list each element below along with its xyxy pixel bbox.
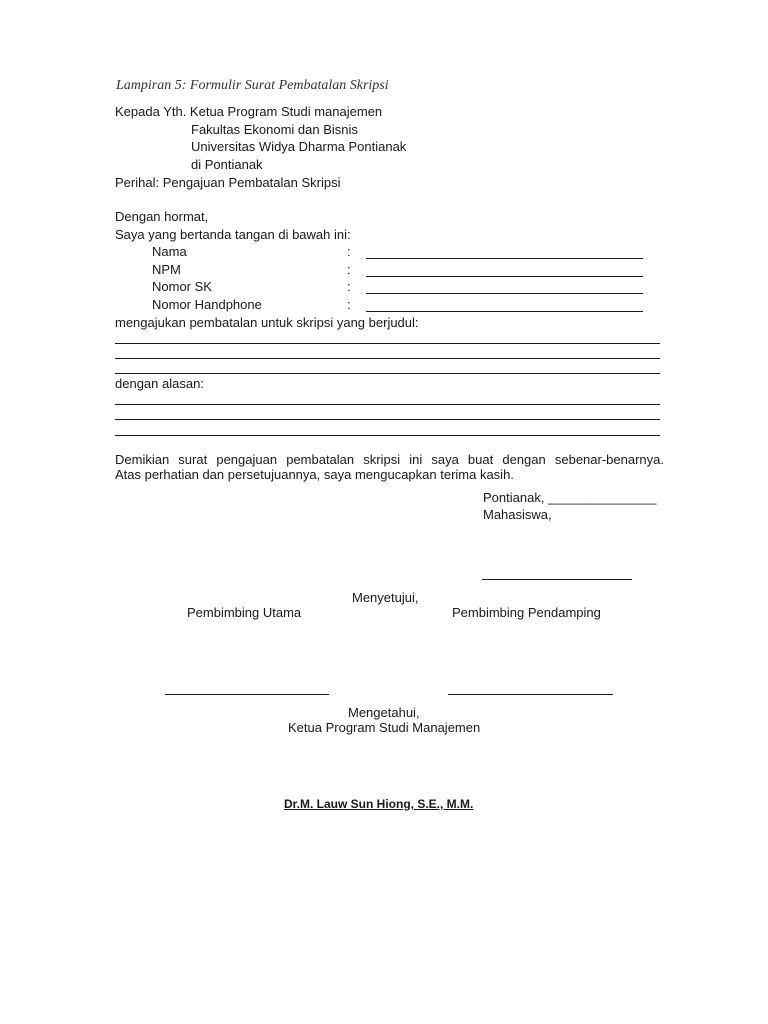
thesis-title-line-2[interactable]	[115, 358, 660, 359]
approval-heading: Menyetujui,	[352, 590, 419, 605]
recipient-line-3: Universitas Widya Dharma Pontianak	[191, 139, 407, 154]
field-line-npm[interactable]	[366, 276, 643, 277]
thesis-title-line-1[interactable]	[115, 343, 660, 344]
head-name: Dr.M. Lauw Sun Hiong, S.E., M.M.	[284, 797, 474, 811]
document-title: Lampiran 5: Formulir Surat Pembatalan Skripsi	[116, 78, 389, 93]
thesis-prompt: mengajukan pembatalan untuk skripsi yang berjudul:	[115, 315, 419, 330]
place-date: Pontianak, _______________	[483, 490, 657, 505]
supervisor-main-label: Pembimbing Utama	[187, 605, 302, 620]
thesis-title-line-3[interactable]	[115, 373, 660, 374]
closing-thanks: Atas perhatian dan persetujuannya, saya mengucapkan terima kasih.	[115, 467, 514, 482]
field-colon-nomor-sk: :	[347, 279, 351, 294]
supervisor-assistant-label: Pembimbing Pendamping	[452, 605, 601, 620]
acknowledged-heading: Mengetahui,	[348, 705, 420, 720]
field-label-nama: Nama	[152, 244, 187, 259]
recipient-line-1: Kepada Yth. Ketua Program Studi manajemen	[115, 104, 383, 119]
field-colon-nama: :	[347, 244, 351, 259]
student-signature-line[interactable]	[482, 579, 632, 580]
reason-line-2[interactable]	[115, 419, 660, 420]
reason-line-1[interactable]	[115, 404, 660, 405]
supervisor-main-signature-line[interactable]	[165, 694, 329, 695]
field-line-nomor-sk[interactable]	[366, 293, 643, 294]
closing-statement: Demikian surat pengajuan pembatalan skripsi ini saya buat dengan sebenar-benarnya.	[115, 452, 664, 467]
field-label-nomor-sk: Nomor SK	[152, 279, 212, 294]
recipient-line-2: Fakultas Ekonomi dan Bisnis	[191, 122, 358, 137]
reason-line-3[interactable]	[115, 435, 660, 436]
supervisor-assistant-signature-line[interactable]	[448, 694, 613, 695]
head-title: Ketua Program Studi Manajemen	[288, 720, 481, 735]
intro-text: Saya yang bertanda tangan di bawah ini:	[115, 227, 351, 242]
recipient-line-4: di Pontianak	[191, 157, 263, 172]
greeting: Dengan hormat,	[115, 209, 209, 224]
reason-prompt: dengan alasan:	[115, 376, 204, 391]
student-role: Mahasiswa,	[483, 507, 552, 522]
field-colon-nomor-handphone: :	[347, 297, 351, 312]
field-line-nama[interactable]	[366, 258, 643, 259]
field-colon-npm: :	[347, 262, 351, 277]
field-label-npm: NPM	[152, 262, 181, 277]
field-line-nomor-handphone[interactable]	[366, 311, 643, 312]
subject-line: Perihal: Pengajuan Pembatalan Skripsi	[115, 175, 341, 190]
field-label-nomor-handphone: Nomor Handphone	[152, 297, 262, 312]
